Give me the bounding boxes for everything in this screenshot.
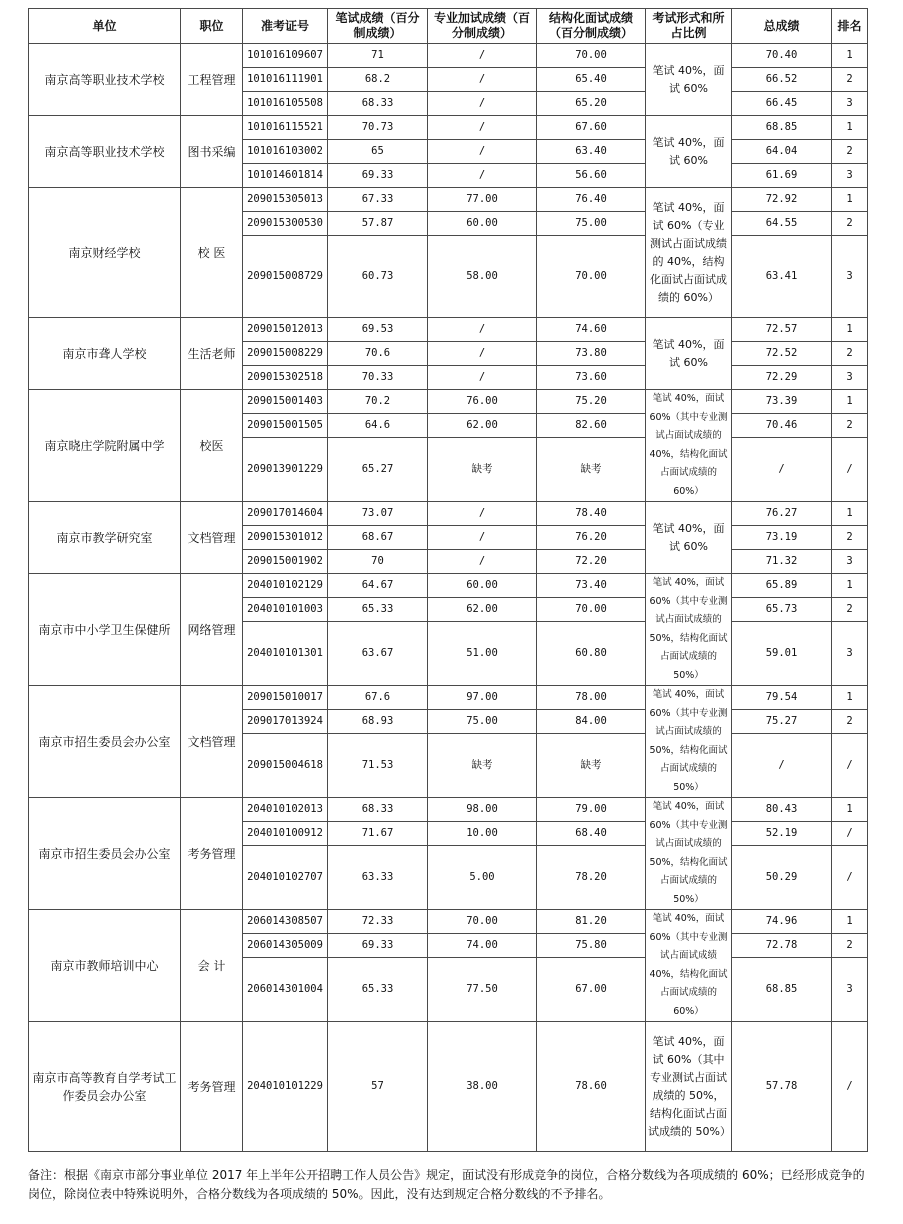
ticket-number-cell: 101016115521 xyxy=(243,116,328,140)
total-score-cell: 64.55 xyxy=(732,212,832,236)
rank-cell: 3 xyxy=(832,236,868,318)
rank-cell: 1 xyxy=(832,116,868,140)
unit-cell: 南京市招生委员会办公室 xyxy=(29,798,181,910)
professional-score-cell: 缺考 xyxy=(428,734,537,798)
rank-cell: 3 xyxy=(832,622,868,686)
header-structured: 结构化面试成绩（百分制成绩） xyxy=(537,9,646,44)
table-row xyxy=(29,574,868,598)
rank-cell: 3 xyxy=(832,92,868,116)
ticket-number-cell: 209013901229 xyxy=(243,438,328,502)
ticket-number-cell: 209015001403 xyxy=(243,390,328,414)
exam-form-cell: 笔试 40%，面试 60%（其中专业测试占面试成绩的 50%，结构化面试占面试成绩的 50%） xyxy=(646,798,732,910)
written-score-cell: 67.33 xyxy=(328,188,428,212)
rank-cell: / xyxy=(832,846,868,910)
structured-score-cell: 缺考 xyxy=(537,438,646,502)
rank-cell: / xyxy=(832,438,868,502)
structured-score-cell: 76.40 xyxy=(537,188,646,212)
written-score-cell: 60.73 xyxy=(328,236,428,318)
total-score-cell: 52.19 xyxy=(732,822,832,846)
header-exam-form: 考试形式和所占比例 xyxy=(646,9,732,44)
structured-score-cell: 73.40 xyxy=(537,574,646,598)
structured-score-cell: 82.60 xyxy=(537,414,646,438)
total-score-cell: 71.32 xyxy=(732,550,832,574)
ticket-number-cell: 101016105508 xyxy=(243,92,328,116)
structured-score-cell: 68.40 xyxy=(537,822,646,846)
structured-score-cell: 75.80 xyxy=(537,934,646,958)
table-row xyxy=(29,390,868,414)
ticket-number-cell: 204010101229 xyxy=(243,1022,328,1152)
structured-score-cell: 65.40 xyxy=(537,68,646,92)
rank-cell: 2 xyxy=(832,140,868,164)
total-score-cell: 70.40 xyxy=(732,44,832,68)
structured-score-cell: 73.60 xyxy=(537,366,646,390)
professional-score-cell: 97.00 xyxy=(428,686,537,710)
ticket-number-cell: 209017013924 xyxy=(243,710,328,734)
ticket-number-cell: 209015010017 xyxy=(243,686,328,710)
professional-score-cell: / xyxy=(428,502,537,526)
ticket-number-cell: 101016111901 xyxy=(243,68,328,92)
written-score-cell: 65.27 xyxy=(328,438,428,502)
written-score-cell: 57 xyxy=(328,1022,428,1152)
ticket-number-cell: 204010100912 xyxy=(243,822,328,846)
written-score-cell: 70 xyxy=(328,550,428,574)
rank-cell: 3 xyxy=(832,366,868,390)
structured-score-cell: 60.80 xyxy=(537,622,646,686)
exam-form-cell: 笔试 40%，面试 60%（其中专业测试占面试成绩的 50%，结构化面试占面试成绩的 50%） xyxy=(646,686,732,798)
professional-score-cell: 38.00 xyxy=(428,1022,537,1152)
professional-score-cell: 58.00 xyxy=(428,236,537,318)
professional-score-cell: 缺考 xyxy=(428,438,537,502)
rank-cell: 2 xyxy=(832,68,868,92)
professional-score-cell: / xyxy=(428,116,537,140)
total-score-cell: 63.41 xyxy=(732,236,832,318)
structured-score-cell: 63.40 xyxy=(537,140,646,164)
rank-cell: 3 xyxy=(832,958,868,1022)
rank-cell: 1 xyxy=(832,798,868,822)
total-score-cell: 65.89 xyxy=(732,574,832,598)
professional-score-cell: / xyxy=(428,140,537,164)
unit-cell: 南京晓庄学院附属中学 xyxy=(29,390,181,502)
total-score-cell: 80.43 xyxy=(732,798,832,822)
professional-score-cell: 10.00 xyxy=(428,822,537,846)
written-score-cell: 64.6 xyxy=(328,414,428,438)
total-score-cell: 61.69 xyxy=(732,164,832,188)
rank-cell: 1 xyxy=(832,574,868,598)
table-row xyxy=(29,188,868,212)
professional-score-cell: / xyxy=(428,68,537,92)
unit-cell: 南京财经学校 xyxy=(29,188,181,318)
written-score-cell: 68.93 xyxy=(328,710,428,734)
written-score-cell: 68.2 xyxy=(328,68,428,92)
professional-score-cell: 74.00 xyxy=(428,934,537,958)
post-cell: 校 医 xyxy=(181,188,243,318)
ticket-number-cell: 206014305009 xyxy=(243,934,328,958)
rank-cell: 1 xyxy=(832,390,868,414)
ticket-number-cell: 209015300530 xyxy=(243,212,328,236)
structured-score-cell: 81.20 xyxy=(537,910,646,934)
exam-form-cell: 笔试 40%，面试 60% xyxy=(646,44,732,116)
exam-form-cell: 笔试 40%，面试 60% xyxy=(646,318,732,390)
structured-score-cell: 70.00 xyxy=(537,44,646,68)
post-cell: 文档管理 xyxy=(181,502,243,574)
total-score-cell: 72.92 xyxy=(732,188,832,212)
professional-score-cell: / xyxy=(428,550,537,574)
ticket-number-cell: 209015008729 xyxy=(243,236,328,318)
written-score-cell: 68.67 xyxy=(328,526,428,550)
ticket-number-cell: 209015008229 xyxy=(243,342,328,366)
ticket-number-cell: 209015001902 xyxy=(243,550,328,574)
total-score-cell: 57.78 xyxy=(732,1022,832,1152)
structured-score-cell: 70.00 xyxy=(537,598,646,622)
header-row xyxy=(29,9,868,44)
ticket-number-cell: 209015001505 xyxy=(243,414,328,438)
header-professional: 专业加试成绩（百分制成绩） xyxy=(428,9,537,44)
professional-score-cell: 60.00 xyxy=(428,212,537,236)
total-score-cell: 73.39 xyxy=(732,390,832,414)
post-cell: 考务管理 xyxy=(181,798,243,910)
structured-score-cell: 78.40 xyxy=(537,502,646,526)
written-score-cell: 63.33 xyxy=(328,846,428,910)
exam-form-cell: 笔试 40%，面试 60%（其中专业测试占面试成绩的 40%，结构化面试占面试成绩的 60%） xyxy=(646,390,732,502)
ticket-number-cell: 101016109607 xyxy=(243,44,328,68)
exam-form-cell: 笔试 40%，面试 60%（其中专业测试占面试成绩的 50%，结构化面试占面试成绩的 50%） xyxy=(646,1022,732,1152)
rank-cell: 1 xyxy=(832,686,868,710)
total-score-cell: 72.78 xyxy=(732,934,832,958)
ticket-number-cell: 204010101003 xyxy=(243,598,328,622)
total-score-cell: 64.04 xyxy=(732,140,832,164)
ticket-number-cell: 206014301004 xyxy=(243,958,328,1022)
professional-score-cell: / xyxy=(428,366,537,390)
professional-score-cell: / xyxy=(428,342,537,366)
total-score-cell: 73.19 xyxy=(732,526,832,550)
structured-score-cell: 75.00 xyxy=(537,212,646,236)
written-score-cell: 70.33 xyxy=(328,366,428,390)
rank-cell: 3 xyxy=(832,550,868,574)
ticket-number-cell: 209015302518 xyxy=(243,366,328,390)
written-score-cell: 65 xyxy=(328,140,428,164)
written-score-cell: 71.67 xyxy=(328,822,428,846)
structured-score-cell: 73.80 xyxy=(537,342,646,366)
written-score-cell: 68.33 xyxy=(328,92,428,116)
total-score-cell: 72.52 xyxy=(732,342,832,366)
post-cell: 会 计 xyxy=(181,910,243,1022)
structured-score-cell: 75.20 xyxy=(537,390,646,414)
table-row xyxy=(29,1022,868,1152)
ticket-number-cell: 204010102707 xyxy=(243,846,328,910)
ticket-number-cell: 209017014604 xyxy=(243,502,328,526)
ticket-number-cell: 204010102129 xyxy=(243,574,328,598)
exam-form-cell: 笔试 40%，面试 60%（其中专业测试占面试成绩 40%，结构化面试占面试成绩的 60%） xyxy=(646,910,732,1022)
written-score-cell: 73.07 xyxy=(328,502,428,526)
total-score-cell: 59.01 xyxy=(732,622,832,686)
written-score-cell: 71 xyxy=(328,44,428,68)
unit-cell: 南京市教师培训中心 xyxy=(29,910,181,1022)
professional-score-cell: 77.50 xyxy=(428,958,537,1022)
structured-score-cell: 56.60 xyxy=(537,164,646,188)
unit-cell: 南京市中小学卫生保健所 xyxy=(29,574,181,686)
rank-cell: 1 xyxy=(832,502,868,526)
written-score-cell: 67.6 xyxy=(328,686,428,710)
structured-score-cell: 缺考 xyxy=(537,734,646,798)
rank-cell: / xyxy=(832,822,868,846)
total-score-cell: 72.57 xyxy=(732,318,832,342)
table-row xyxy=(29,44,868,68)
written-score-cell: 65.33 xyxy=(328,598,428,622)
exam-form-cell: 笔试 40%，面试 60%（专业测试占面试成绩的 40%，结构化面试占面试成绩的 60%） xyxy=(646,188,732,318)
ticket-number-cell: 209015301012 xyxy=(243,526,328,550)
unit-cell: 南京市聋人学校 xyxy=(29,318,181,390)
rank-cell: 1 xyxy=(832,188,868,212)
header-written: 笔试成绩（百分制成绩） xyxy=(328,9,428,44)
written-score-cell: 69.53 xyxy=(328,318,428,342)
professional-score-cell: 98.00 xyxy=(428,798,537,822)
post-cell: 校医 xyxy=(181,390,243,502)
unit-cell: 南京市高等教育自学考试工作委员会办公室 xyxy=(29,1022,181,1152)
rank-cell: / xyxy=(832,734,868,798)
written-score-cell: 69.33 xyxy=(328,164,428,188)
unit-cell: 南京市教学研究室 xyxy=(29,502,181,574)
written-score-cell: 70.73 xyxy=(328,116,428,140)
total-score-cell: 66.45 xyxy=(732,92,832,116)
total-score-cell: 68.85 xyxy=(732,958,832,1022)
structured-score-cell: 65.20 xyxy=(537,92,646,116)
professional-score-cell: 60.00 xyxy=(428,574,537,598)
ticket-number-cell: 209015004618 xyxy=(243,734,328,798)
header-post: 职位 xyxy=(181,9,243,44)
header-rank: 排名 xyxy=(832,9,868,44)
table-row xyxy=(29,318,868,342)
total-score-cell: 66.52 xyxy=(732,68,832,92)
header-total: 总成绩 xyxy=(732,9,832,44)
professional-score-cell: / xyxy=(428,164,537,188)
written-score-cell: 69.33 xyxy=(328,934,428,958)
structured-score-cell: 78.60 xyxy=(537,1022,646,1152)
professional-score-cell: 51.00 xyxy=(428,622,537,686)
written-score-cell: 65.33 xyxy=(328,958,428,1022)
rank-cell: 2 xyxy=(832,710,868,734)
table-row xyxy=(29,502,868,526)
structured-score-cell: 70.00 xyxy=(537,236,646,318)
written-score-cell: 70.2 xyxy=(328,390,428,414)
total-score-cell: 79.54 xyxy=(732,686,832,710)
professional-score-cell: 62.00 xyxy=(428,414,537,438)
written-score-cell: 72.33 xyxy=(328,910,428,934)
ticket-number-cell: 101016103002 xyxy=(243,140,328,164)
structured-score-cell: 67.00 xyxy=(537,958,646,1022)
ticket-number-cell: 209015012013 xyxy=(243,318,328,342)
total-score-cell: 76.27 xyxy=(732,502,832,526)
structured-score-cell: 84.00 xyxy=(537,710,646,734)
score-table xyxy=(28,8,868,1152)
total-score-cell: 74.96 xyxy=(732,910,832,934)
written-score-cell: 68.33 xyxy=(328,798,428,822)
written-score-cell: 71.53 xyxy=(328,734,428,798)
table-row xyxy=(29,798,868,822)
written-score-cell: 57.87 xyxy=(328,212,428,236)
post-cell: 网络管理 xyxy=(181,574,243,686)
total-score-cell: 50.29 xyxy=(732,846,832,910)
post-cell: 生活老师 xyxy=(181,318,243,390)
rank-cell: 2 xyxy=(832,526,868,550)
unit-cell: 南京高等职业技术学校 xyxy=(29,116,181,188)
exam-form-cell: 笔试 40%，面试 60% xyxy=(646,502,732,574)
table-row xyxy=(29,910,868,934)
post-cell: 文档管理 xyxy=(181,686,243,798)
rank-cell: 1 xyxy=(832,318,868,342)
post-cell: 工程管理 xyxy=(181,44,243,116)
header-unit: 单位 xyxy=(29,9,181,44)
table-body xyxy=(29,44,868,1152)
rank-cell: 2 xyxy=(832,598,868,622)
rank-cell: 2 xyxy=(832,212,868,236)
table-row xyxy=(29,686,868,710)
ticket-number-cell: 101014601814 xyxy=(243,164,328,188)
rank-cell: 1 xyxy=(832,44,868,68)
professional-score-cell: 5.00 xyxy=(428,846,537,910)
structured-score-cell: 67.60 xyxy=(537,116,646,140)
ticket-number-cell: 204010101301 xyxy=(243,622,328,686)
total-score-cell: / xyxy=(732,734,832,798)
footnote: 备注：根据《南京市部分事业单位 2017 年上半年公开招聘工作人员公告》规定，面试没有形成竞争的岗位，合格分数线为各项成绩的 60%；已经形成竞争的岗位，除岗位表中特殊说明外，合格分数线为各项成绩的 50%。因此，没有达到规定合格分数线的不予排名。 xyxy=(28,1168,865,1201)
structured-score-cell: 74.60 xyxy=(537,318,646,342)
ticket-number-cell: 204010102013 xyxy=(243,798,328,822)
total-score-cell: / xyxy=(732,438,832,502)
ticket-number-cell: 209015305013 xyxy=(243,188,328,212)
total-score-cell: 68.85 xyxy=(732,116,832,140)
professional-score-cell: 77.00 xyxy=(428,188,537,212)
structured-score-cell: 79.00 xyxy=(537,798,646,822)
exam-form-cell: 笔试 40%，面试 60%（其中专业测试占面试成绩的 50%，结构化面试占面试成绩的 50%） xyxy=(646,574,732,686)
written-score-cell: 64.67 xyxy=(328,574,428,598)
rank-cell: 2 xyxy=(832,342,868,366)
written-score-cell: 70.6 xyxy=(328,342,428,366)
structured-score-cell: 78.00 xyxy=(537,686,646,710)
professional-score-cell: 76.00 xyxy=(428,390,537,414)
professional-score-cell: 62.00 xyxy=(428,598,537,622)
professional-score-cell: / xyxy=(428,318,537,342)
professional-score-cell: 75.00 xyxy=(428,710,537,734)
professional-score-cell: / xyxy=(428,526,537,550)
structured-score-cell: 72.20 xyxy=(537,550,646,574)
total-score-cell: 75.27 xyxy=(732,710,832,734)
ticket-number-cell: 206014308507 xyxy=(243,910,328,934)
rank-cell: 2 xyxy=(832,414,868,438)
post-cell: 考务管理 xyxy=(181,1022,243,1152)
exam-form-cell: 笔试 40%，面试 60% xyxy=(646,116,732,188)
rank-cell: 2 xyxy=(832,934,868,958)
rank-cell: 1 xyxy=(832,910,868,934)
total-score-cell: 70.46 xyxy=(732,414,832,438)
header-ticket: 准考证号 xyxy=(243,9,328,44)
structured-score-cell: 76.20 xyxy=(537,526,646,550)
professional-score-cell: / xyxy=(428,44,537,68)
unit-cell: 南京市招生委员会办公室 xyxy=(29,686,181,798)
table-row xyxy=(29,116,868,140)
post-cell: 图书采编 xyxy=(181,116,243,188)
professional-score-cell: 70.00 xyxy=(428,910,537,934)
total-score-cell: 72.29 xyxy=(732,366,832,390)
rank-cell: / xyxy=(832,1022,868,1152)
unit-cell: 南京高等职业技术学校 xyxy=(29,44,181,116)
written-score-cell: 63.67 xyxy=(328,622,428,686)
structured-score-cell: 78.20 xyxy=(537,846,646,910)
rank-cell: 3 xyxy=(832,164,868,188)
total-score-cell: 65.73 xyxy=(732,598,832,622)
professional-score-cell: / xyxy=(428,92,537,116)
